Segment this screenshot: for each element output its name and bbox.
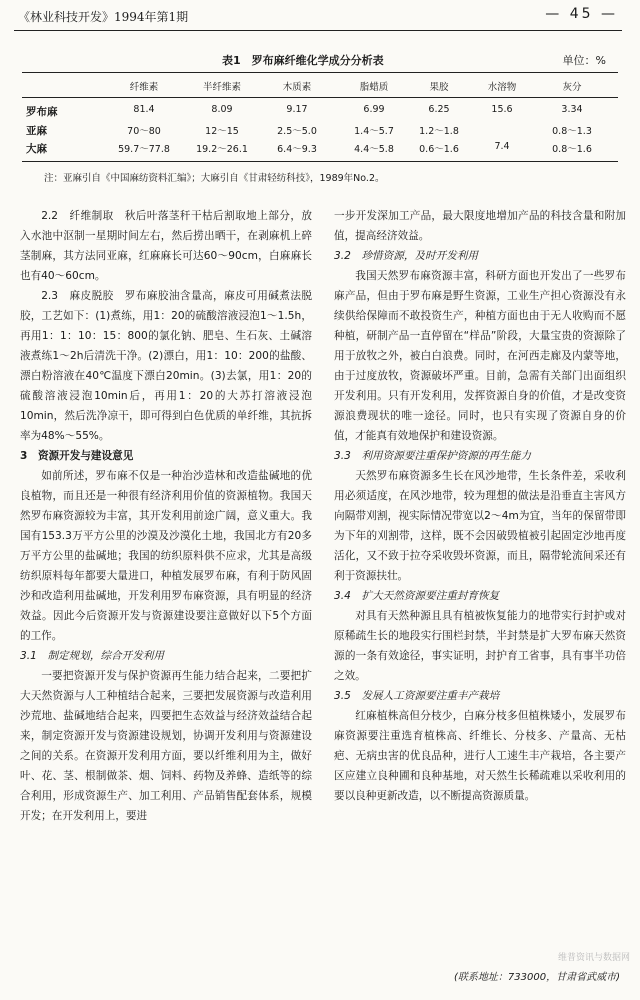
para-continued: 一步开发深加工产品，最大限度地增加产品的科技含量和附加值，提高经济效益。 (334, 210, 626, 242)
right-column (334, 206, 626, 806)
row-label: 亚麻 (26, 125, 47, 137)
para-degumming: 2.3 麻皮脱胶 罗布麻胶油含量高，麻皮可用碱煮法脱胶，工艺如下：(1)煮练，用1：20的硫酸溶液浸泡1～1.5h，再用1：1：10：15：800的氯化钠、肥皂、生石灰、土碱溶液煮练1～2h后清洗干净。(2)漂白，用1：10：200的盐酸、漂白粉溶液在40℃温度下漂白20min。(3)去氯，用1：20的硫酸溶液浸泡10min后，再用1：20的大苏打溶液浸泡10min，然后洗净凉干，即可得到白色优质的单纤维，其抗拆率为48%～55%。 (20, 290, 312, 442)
table-cell: 1.2～1.8 (419, 126, 459, 137)
table-cell: 19.2～26.1 (196, 144, 248, 155)
table-cell: 0.8～1.6 (552, 144, 592, 155)
page-number: — 45 — (545, 6, 618, 22)
left-column (20, 206, 312, 826)
table-bottom-rule (22, 161, 618, 162)
subsection-heading: 3.3 利用资源要注重保护资源的再生能力 (334, 450, 531, 462)
table-row (22, 123, 618, 139)
table-cell: 59.7～77.8 (118, 144, 170, 155)
table-cell: 12～15 (205, 126, 239, 137)
para-enclosure: 对具有天然种源且具有植被恢复能力的地带实行封护或对原稀疏生长的地段实行围栏封禁，半封禁是扩大罗布麻天然资源的一条有效途径，事实证明，封护育工省事，具有事半功倍之效。 (334, 610, 626, 682)
table-cell: 1.4～5.7 (354, 126, 394, 137)
col-header: 脂蜡质 (359, 82, 389, 93)
para-regeneration: 天然罗布麻资源多生长在风沙地带，生长条件差，采收利用必须适度，在风沙地带，较为理想的做法是沿垂直主害风方向隔带刈割，视实际情况带宽以2～4m为宜，当年的保留带即为下年的刈割带，这样，既不会因破毁植被引起固定沙地再度活化，又不致于拉夺采收毁坏资源，而且，隔带轮流间采还有利于资源扶壮。 (334, 470, 626, 582)
watermark: 维普资讯与数据网 (557, 953, 630, 963)
table-cell: 81.4 (133, 104, 155, 115)
subsection-heading: 3.2 珍惜资源，及时开发利用 (334, 250, 478, 262)
table-cell: 4.4～5.8 (354, 144, 394, 155)
table-cell: 7.4 (494, 141, 510, 152)
table-cell: 3.34 (561, 104, 583, 115)
table-cell: 0.8～1.3 (552, 126, 592, 137)
table-title: 表1 罗布麻纤维化学成分分析表 (222, 54, 384, 67)
para-cherish-resources: 我国天然罗布麻资源丰富，科研方面也开发出了一些罗布麻产品，但由于罗布麻是野生资源，工业生产担心资源没有永续供给保障而不敢投资生产，种植方面也由于无人收购而不愿种植，研制产品一直停留在“样品”阶段，大量宝贵的资源除了用于放牧之外，被白白浪费。同时，在河西走廊及内蒙等地，由于过度放牧，资源破坏严重。目前，急需有关部门出面组织开发利用。只有开发利用，发挥资源自身的价值，才是改变资源浪费现状的唯一途径。同时，也只有实现了资源自身的价值，才能真有效地保护和建设资源。 (334, 270, 626, 442)
section-heading: 3 资源开发与建设意见 (20, 450, 134, 462)
col-header: 水溶物 (487, 82, 517, 93)
subsection-heading: 3.5 发展人工资源要注重丰产栽培 (334, 690, 500, 702)
subsection-heading: 3.4 扩大天然资源要注重封育恢复 (334, 590, 500, 602)
table-cell: 2.5～5.0 (277, 126, 317, 137)
table-row (22, 141, 618, 157)
para-planning: 一要把资源开发与保护资源再生能力结合起来，二要把扩大天然资源与人工种植结合起来，三要把发展资源与改造利用沙荒地、盐碱地结合起来，四要把生态效益与经济效益结合起来，制定资源开发与资源建设规划，协调开发利用与资源建设之间的关系。在资源开发利用方面，要以纤维利用为主，做好叶、花、茎、根制做茶、烟、饲料、药物及养蜂、造纸等的综合利用，形成资源生产、加工利用、产品销售配套体系，规模开发；在开发利用上，要进 (20, 670, 312, 822)
row-label: 大麻 (26, 143, 47, 155)
table-note: 注：亚麻引自《中国麻纺资料汇编》；大麻引自《甘肃轻纺科技》，1989年No.2。 (44, 173, 385, 184)
table-header-row (22, 79, 618, 95)
table-cell: 6.4～9.3 (277, 144, 317, 155)
subsection-heading: 3.1 制定规划，综合开发利用 (20, 650, 164, 662)
contact-address: (联系地址：733000，甘肃省武威市) (454, 972, 620, 983)
table-cell: 6.25 (428, 104, 450, 115)
table-top-rule (22, 72, 618, 73)
col-header: 灰分 (562, 82, 582, 93)
row-label: 罗布麻 (26, 106, 58, 118)
para-intro: 如前所述，罗布麻不仅是一种治沙造林和改造盐碱地的优良植物，而且还是一种很有经济利用价值的资源植物。我国天然罗布麻资源较为丰富，其开发利用前途广阔，意义重大。我国有153.3万平方公里的沙漠及沙漠化土地，我国北方有20多万平方公里的盐碱地；我国的纺织原料供不应求，尤其是高级纺织原料每年都要大量进口，种植发展罗布麻，有利于防风固沙和改造利用盐碱地，开发利用罗布麻资源，具有明显的经济效益。因此今后资源开发与资源建设要注意做好以下5个方面的工作。 (20, 470, 312, 642)
table-cell: 8.09 (211, 104, 233, 115)
header-rule (14, 30, 622, 31)
col-header: 木质素 (282, 82, 312, 93)
table-cell: 70～80 (127, 126, 161, 137)
running-header (18, 6, 618, 28)
table-unit: 单位：% (562, 54, 606, 67)
journal-name: 《林业科技开发》1994年第1期 (18, 10, 189, 24)
table-cell: 0.6～1.6 (419, 144, 459, 155)
table-cell: 6.99 (363, 104, 385, 115)
col-header: 半纤维素 (202, 82, 241, 93)
col-header: 纤维素 (129, 82, 159, 93)
table-cell: 9.17 (286, 104, 308, 115)
para-fiber-extraction: 2.2 纤维制取 秋后叶落茎秆干枯后割取地上部分，放入水池中沤制一星期时间左右，然后捞出晒干，在剥麻机上碎茎制麻，其方法同亚麻，红麻麻长可达60～90cm，白麻麻长也有40～60cm。 (20, 210, 312, 282)
table-row (22, 104, 618, 120)
table-header-rule (22, 97, 618, 98)
col-header: 果胶 (429, 82, 449, 93)
table-cell: 15.6 (491, 104, 513, 115)
para-cultivation: 红麻植株高但分枝少，白麻分枝多但植株矮小，发展罗布麻资源要注重选育植株高、纤维长、分枝多、产量高、无枯疤、无病虫害的优良品种，进行人工速生丰产栽培，各主要产区应建立良种圃和良种基地，对天然生长稀疏难以采收利用的要以良种更新改造，以不断提高资源质量。 (334, 710, 626, 802)
